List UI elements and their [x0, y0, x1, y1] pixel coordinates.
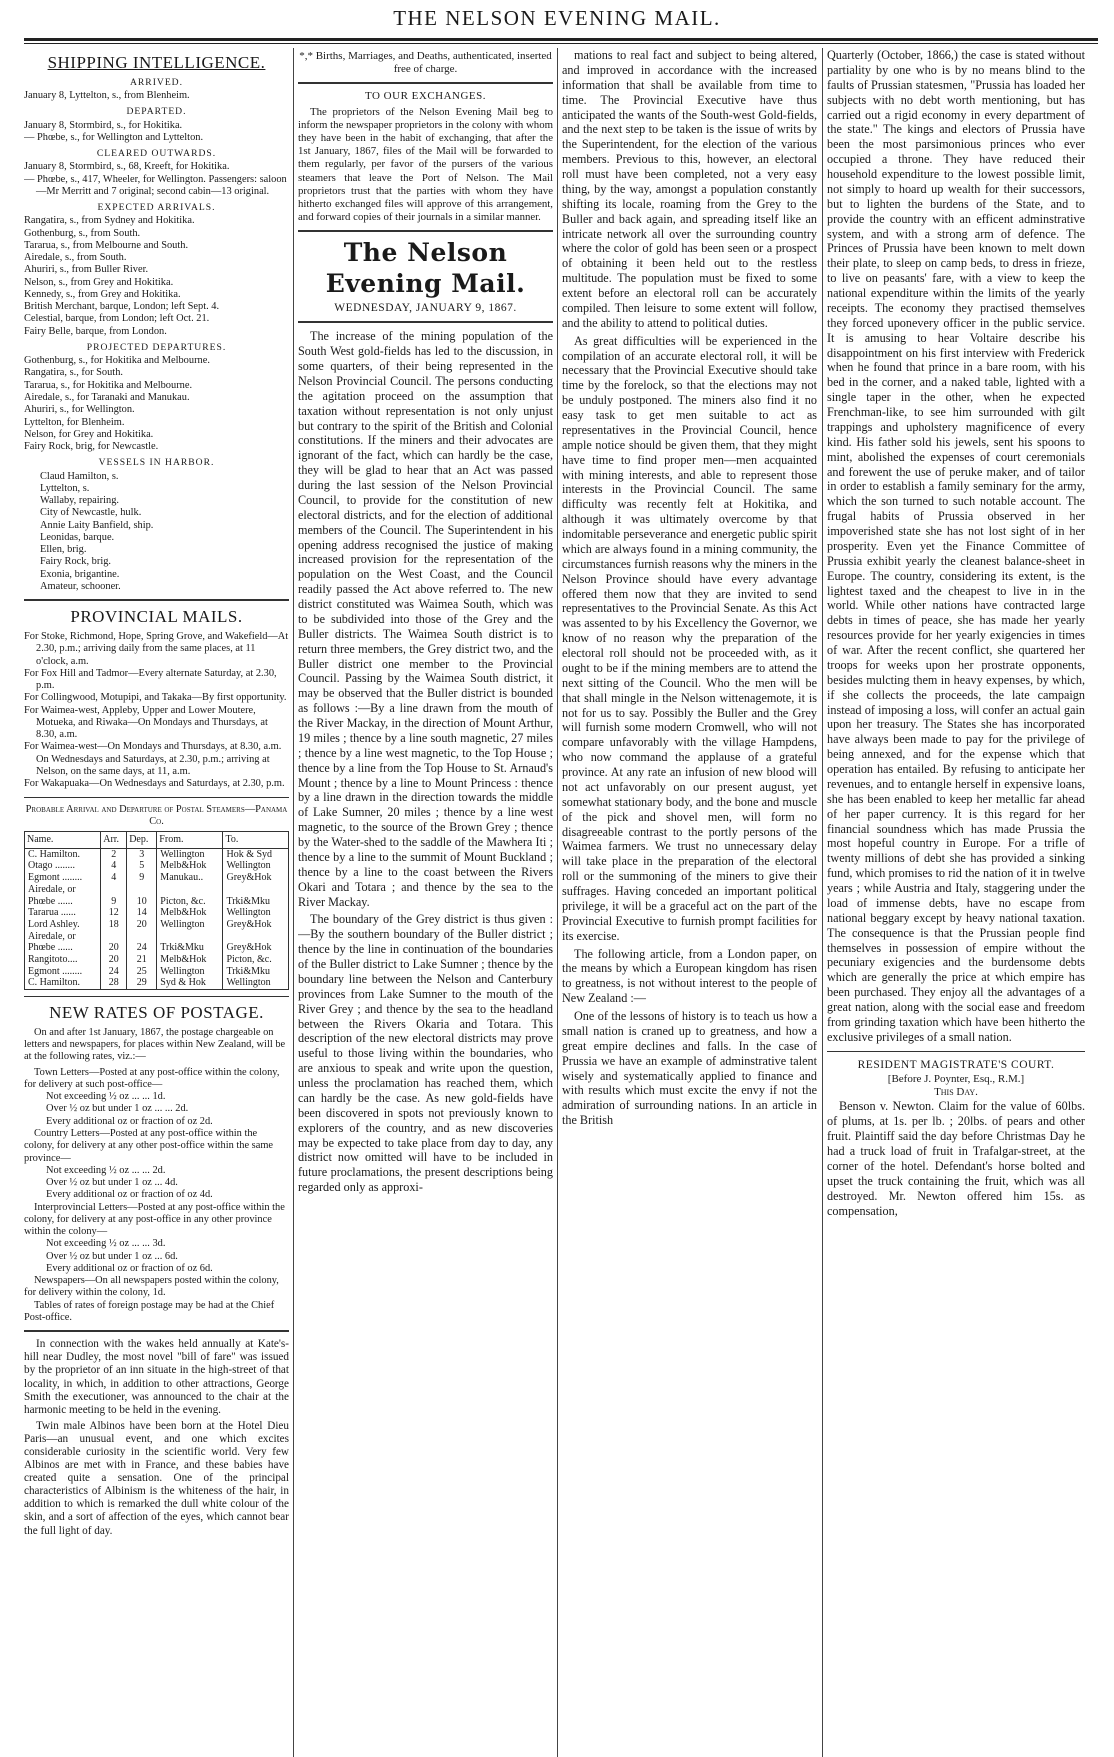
harbor-list	[24, 471, 289, 594]
projected-heading: PROJECTED DEPARTURES.	[86, 342, 227, 353]
table-cell: Phœbe ......	[25, 942, 101, 954]
shipping-entry: Nelson, for Grey and Hokitika.	[24, 428, 154, 440]
postage-line: Tables of rates of foreign postage may be had at the Chief Post-office.	[24, 1299, 275, 1323]
mail-entry: For Waimea-west, Appleby, Upper and Lower Moutere, Motueka, and Riwaka—On Mondays and Thursdays, at 8.30, a.m.	[24, 704, 268, 741]
mail-entry: For Fox Hill and Tadmor—Every alternate Saturday, at 2.30, p.m.	[24, 667, 277, 692]
mail-entry: For Collingwood, Motupipi, and Takaka—By first opportunity.	[24, 692, 287, 704]
leader-article-continued	[562, 48, 817, 1128]
table-header: Dep.	[127, 832, 157, 849]
vessel-entry: Leonidas, barque.	[40, 531, 115, 543]
table-cell: 10	[127, 896, 157, 908]
article-paragraph: The following article, from a London paper, on the means by which a European kingdom has risen to greatness, is not without interest to the people of New Zealand :—	[562, 946, 817, 1006]
table-cell: 28	[101, 977, 127, 989]
table-cell: Egmont ........	[25, 872, 101, 884]
mails-list	[24, 631, 289, 790]
table-cell: 9	[101, 896, 127, 908]
table-cell: Trki&Mku	[223, 966, 289, 978]
table-cell: Manukau..	[157, 872, 223, 884]
postage-line: Interprovincial Letters—Posted at any post-office within the colony, for delivery at any post-office in any other province within the colony—	[24, 1201, 285, 1238]
section-rule	[827, 1051, 1085, 1052]
table-row	[25, 966, 289, 978]
shipping-entry: Ahuriri, s., for Wellington.	[24, 404, 135, 416]
vessel-entry: Amateur, schooner.	[40, 580, 121, 592]
prussia-article	[827, 48, 1085, 1045]
table-cell: 4	[101, 860, 127, 872]
table-cell: Lord Ashley.	[25, 919, 101, 931]
table-row	[25, 942, 289, 954]
departed-heading: DEPARTED.	[126, 106, 187, 118]
table-cell: 4	[101, 872, 127, 884]
table-cell: 25	[127, 966, 157, 978]
shipping-entry: British Merchant, barque, London; left Sept. 4.	[24, 301, 220, 313]
table-cell: Egmont ........	[25, 966, 101, 978]
masthead-title: THE NELSON EVENING MAIL.	[393, 6, 721, 30]
shipping-entry: Kennedy, s., from Grey and Hokitika.	[24, 288, 181, 300]
table-cell: Wellington	[157, 966, 223, 978]
table-row	[25, 860, 289, 872]
table-cell	[157, 884, 223, 896]
table-cell: Wellington	[157, 848, 223, 860]
shipping-title: SHIPPING INTELLIGENCE.	[47, 53, 266, 72]
table-cell: Picton, &c.	[157, 896, 223, 908]
article-paragraph: mations to real fact and subject to being altered, and improved in accordance with the increased information that shall be available from time to time. The Provincial Executive have thus anticipated the wants of the South-west Gold-fields, and the next step to be taken is the issue of writs by the Superintendent, for the election of the various members. Previous to this, however, an electoral roll must have been completed, not a very easy thing, by the way, amongst a population constantly shifting its locale, roaming from the Grey to the Buller and back again, and spreading itself like an intricate network all over the surrounding country where the color of gold has been seen or a prospect of obtaining it been held out to the restless multitude. The population must be fixed to some extent before an electoral roll can be accurately compiled. Then leisure to some extent will follow, and the ability to attend to political duties.	[562, 48, 817, 330]
vessel-entry: Ellen, brig.	[40, 544, 87, 556]
table-cell: Otago ........	[25, 860, 101, 872]
leader-article	[298, 329, 553, 1195]
column-divider	[293, 48, 294, 1757]
postage-line: Not exceeding ½ oz ... ... 3d.	[46, 1238, 166, 1250]
table-cell	[101, 931, 127, 943]
shipping-entry: Airedale, s., from South.	[24, 252, 127, 264]
column-3	[562, 48, 817, 1757]
departed-list	[24, 120, 289, 145]
shipping-entry: — Phœbe, s., for Wellington and Lyttelton.	[24, 131, 204, 143]
table-row	[25, 872, 289, 884]
masthead-rule-thin	[24, 43, 1098, 44]
postage-line: Over ½ oz but under 1 oz ... 4d.	[46, 1177, 178, 1189]
table-cell: Wellington	[157, 919, 223, 931]
shipping-entry: Gothenburg, s., from South.	[24, 227, 141, 239]
shipping-entry: Rangatira, s., from Sydney and Hokitika.	[24, 215, 195, 227]
section-rule	[298, 230, 553, 232]
postage-line: Town Letters—Posted at any post-office within the colony, for delivery at such post-office—	[24, 1066, 280, 1090]
paper-date: WEDNESDAY, JANUARY 9, 1867.	[334, 302, 517, 315]
shipping-entry: Fairy Rock, brig, for Newcastle.	[24, 441, 159, 453]
cleared-heading: CLEARED OUTWARDS.	[96, 148, 217, 160]
table-row	[25, 907, 289, 919]
shipping-entry: Fairy Belle, barque, from London.	[24, 325, 167, 337]
table-header: Name.	[25, 832, 101, 849]
exchanges-body: The proprietors of the Nelson Evening Mail beg to inform the newspaper proprietors in the colony with whom they have been in the habit of exchanging, that after the 1st January, 1867, files of the Mail will be forwarded to them regularly, per favor of the pursers of the various steamers that leave the Port of Nelson. The Mail proprietors trust that the parties with whom they have hitherto exchanged files will approve of this arrangement, and forward copies of their journals in a similar manner.	[298, 105, 553, 224]
shipping-entry: Gothenburg, s., for Hokitika and Melbourne.	[24, 355, 210, 367]
table-cell: 24	[127, 942, 157, 954]
table-cell: Airedale, or	[25, 931, 101, 943]
section-rule	[24, 599, 289, 601]
column-1	[24, 48, 289, 1757]
table-cell: Trki&Mku	[157, 942, 223, 954]
column-divider	[557, 48, 558, 1757]
shipping-entry: Rangatira, s., for South.	[24, 367, 123, 379]
postage-line: Over ½ oz but under 1 oz ... 6d.	[46, 1250, 178, 1262]
table-row	[25, 931, 289, 943]
section-rule	[24, 797, 289, 798]
table-header: From.	[157, 832, 223, 849]
vessel-entry: Lyttelton, s.	[40, 482, 90, 494]
postage-line: Country Letters—Posted at any post-office within the colony, for delivery at any other post-office within the same province—	[24, 1128, 274, 1164]
table-cell: 18	[101, 919, 127, 931]
table-cell: 24	[101, 966, 127, 978]
table-cell: 14	[127, 907, 157, 919]
table-cell: 21	[127, 954, 157, 966]
paper-title: The Nelson Evening Mail.	[325, 238, 526, 298]
misc-paragraphs	[24, 1338, 289, 1537]
shipping-entry: January 8, Stormbird, s., 68, Kreeft, for Hokitika.	[24, 161, 230, 173]
table-cell: C. Hamilton.	[25, 848, 101, 860]
article-paragraph: As great difficulties will be experienced in the compilation of an accurate electoral roll, it will be necessary that the Provincial Executive should take time by the forelock, so that the elections may not be unduly postponed. The miners also find it no easy task to get men suitable to act as representatives in the Provincial Council, hence ample notice should be given them, that they might have time to find proper men—men acquainted with mining interests, and able to represent those interests in the Provincial Council. The same difficulty was recently felt at Hokitika, and although it was ultimately overcome by that indomitable perseverance and energetic public spirit which are always found in a mining community, the circumstances furnish reasons why the miners in the Nelson Province should have every advantage offered them now that they are invited to send representatives to the Provincial Senate. As this Act was assented to by his Excellency the Governor, we know of no reason why the preparation of the electoral roll should not be proceeded with, as it ought to be if the mining members are to attend the next sitting of the Council. Who the men will be that shall mingle in the Nelson wittenagemote, it is not for us to say. Possibly the Buller and the Grey will furnish some modern Cromwell, who will not compare unfavorably with the village Hampdens, who now command the applause of a grateful province. At any rate an infusion of new blood will not act unfavorably on our present august, yet somewhat stationary body, and the bone and muscle of the pick and shovel men, will form no disagreeable contrast to the portly persons of the Waimea farmers. We trust no unnecessary delay will take place in the preparation of the electoral roll or the summoning of the miners to give their suffrages. Having conceded an important political privilege, it will be a graceful act on the part of the Provincial Executive to furnish prompt facilities for its exercise.	[562, 333, 817, 943]
table-cell: Wellington	[223, 860, 289, 872]
postage-line: Over ½ oz but under 1 oz ... ... 2d.	[46, 1103, 189, 1115]
table-cell: Airedale, or	[25, 884, 101, 896]
table-cell: C. Hamilton.	[25, 977, 101, 989]
vessel-entry: Claud Hamilton, s.	[40, 470, 119, 482]
section-rule	[24, 996, 289, 997]
court-title: RESIDENT MAGISTRATE'S COURT.	[857, 1058, 1055, 1071]
table-cell: Phœbe ......	[25, 896, 101, 908]
article-paragraph: The boundary of the Grey district is thus given :—By the southern boundary of the Buller district ; thence by the line in continuation of the boundaries of the Buller district to Lake Sumner ; thence by the boundary line between the Nelson and Canterbury provinces from Lake Sumner to the mouth of the River Grey ; and thence by the sea to the headland between the Rivers Okaria and Totara. This description of the new electoral districts may prove useful to those living within the boundaries, who are anxious to speak and write upon the question, unless the proclamation has reached them, which can hardly be the case. As new gold-fields have been discovered in spots not previously known to explorers of the country, and as new discoveries may be expected to take place from day to day, any district now omitted will have to be included in future proclamations, the present descriptions being regarded only as approxi-	[298, 912, 553, 1195]
table-cell: 3	[127, 848, 157, 860]
shipping-entry: Tararua, s., from Melbourne and South.	[24, 239, 189, 251]
table-cell: Trki&Mku	[223, 896, 289, 908]
table-cell: Syd & Hok	[157, 977, 223, 989]
court-subtitle: [Before J. Poynter, Esq., R.M.]	[887, 1072, 1025, 1085]
mail-entry: For Stoke, Richmond, Hope, Spring Grove, and Wakefield—At 2.30, p.m.; arriving daily from the same places, at 11 o'clock, a.m.	[24, 631, 289, 667]
section-rule	[24, 1330, 289, 1332]
postage-line: Every additional oz or fraction of oz 6d.	[46, 1262, 213, 1274]
column-4	[827, 48, 1085, 1757]
harbor-heading: VESSELS IN HARBOR.	[98, 457, 215, 469]
exchanges-title: TO OUR EXCHANGES.	[364, 90, 487, 103]
table-row	[25, 977, 289, 989]
shipping-entry: Lyttelton, for Blenheim.	[24, 416, 125, 428]
masthead-rule	[24, 38, 1098, 41]
postage-rates	[24, 1067, 289, 1325]
article-paragraph: The increase of the mining population of the South West gold-fields has led to the discussion, in some quarters, of their being represented in the Nelson Provincial Council. The persons conducting the agitation proceed on the assumption that taxation without representation is not only unjust but contrary to the spirit of the British and Colonial constitutions. If the miners and their advocates are ignorant of the fact, which can hardly be the case, they will be glad to hear that an Act was passed during the last session of the Nelson Provincial Council, to provide for the constitution of new electoral districts, and for the election of additional members of the Council. The Superintendent in his opening address recognised the justice of making increased provision for the representation of the population on the West Coast, and the Council readily passed the Act above referred to. The new district constituted was Waimea South, which was to be subdivided into those of the Grey and the Buller districts. The Waimea South district is to return three members, the Grey district two, and the Buller district one member to the Provincial Council. Passing by the Waimea South district, it may be observed that the Buller district is bounded as follows :—By a line drawn from the mouth of the River Mackay, in the direction of Mount Arthur, 19 miles ; thence by a line south magnetic, 27 miles ; thence by a line west magnetic, to the Top House ; thence by a line from the Top House to St. Arnaud's Mount ; thence by a line to Mount Princess : thence by a line drawn in the direction towards the middle of Lake Sumner, 20 miles ; thence by a line west magnetic, to the source of the Brown Grey ; thence by the Water-shed to the saddle of the Mawhera Iti ; thence by a line to the summit of Mount Buckland ; thence by a line to the coast between the Rivers Okari and Totara ; and thence by the sea to the River Mackay.	[298, 329, 553, 909]
court-report: Benson v. Newton. Claim for the value of 60lbs. of plums, at 1s. per lb. ; 20lbs. of pears and other fruit. Plaintiff said the day before Christmas Day he had a truck load of fruit in Trafalgar-street, at the corner of the hotel. Defendant's horse bolted and upset the truck containing the fruit, which was all destroyed. Mr. Newton offered him 15s. as compensation,	[827, 1099, 1085, 1218]
table-cell: 12	[101, 907, 127, 919]
postage-line: Every additional oz or fraction of oz 4d.	[46, 1189, 213, 1201]
mails-title: PROVINCIAL MAILS.	[70, 607, 243, 627]
table-cell: Rangitoto....	[25, 954, 101, 966]
postage-line: Every additional oz or fraction of oz 2d.	[46, 1115, 213, 1127]
vessel-entry: Annie Laity Banfield, ship.	[40, 519, 154, 531]
table-cell: Picton, &c.	[223, 954, 289, 966]
shipping-entry: January 8, Stormbird, s., for Hokitika.	[24, 119, 183, 131]
column-2	[298, 48, 553, 1757]
misc-paragraph: Twin male Albinos have been born at the Hotel Dieu Paris—an unusual event, and one which excites considerable curiosity in the scientific world. Very few Albinos are met with in France, and these babies have created quite a sensation. One of the principal characteristics of Albinism is the whiteness of the hair, in addition to which is remarked the dull white colour of the skin, and a sort of affection of the eyes, which cannot bear the full light of day.	[24, 1419, 289, 1537]
projected-list	[24, 355, 289, 453]
table-cell: 9	[127, 872, 157, 884]
table-cell	[223, 884, 289, 896]
shipping-entry: — Phœbe, s., 417, Wheeler, for Wellington. Passengers: saloon—Mr Merritt and 7 original; second cabin—13 original.	[24, 173, 287, 197]
table-cell	[157, 931, 223, 943]
postage-title: NEW RATES OF POSTAGE.	[49, 1003, 264, 1023]
vessel-entry: Exonia, brigantine.	[40, 568, 120, 580]
expected-heading: EXPECTED ARRIVALS.	[97, 202, 216, 214]
steamers-table	[24, 831, 289, 990]
table-header: Arr.	[101, 832, 127, 849]
shipping-entry: Celestial, barque, from London; left Oct. 21.	[24, 313, 210, 325]
shipping-entry: Nelson, s., from Grey and Hokitika.	[24, 276, 174, 288]
table-cell: Hok & Syd	[223, 848, 289, 860]
shipping-entry: Ahuriri, s., from Buller River.	[24, 264, 149, 276]
court-day: This Day.	[934, 1086, 978, 1099]
table-header: To.	[223, 832, 289, 849]
cleared-list	[24, 161, 289, 198]
table-cell: Grey&Hok	[223, 872, 289, 884]
column-divider	[822, 48, 823, 1757]
arrived-list	[24, 90, 289, 102]
vessel-entry: Wallaby, repairing.	[40, 495, 119, 507]
expected-list	[24, 215, 289, 338]
table-cell: Wellington	[223, 977, 289, 989]
shipping-entry: Airedale, s., for Taranaki and Manukau.	[24, 392, 190, 404]
table-cell: 20	[101, 954, 127, 966]
table-cell: Grey&Hok	[223, 942, 289, 954]
table-cell: Wellington	[223, 907, 289, 919]
postage-line: Not exceeding ½ oz ... ... 2d.	[46, 1164, 166, 1176]
article-paragraph: One of the lessons of history is to teach us how a small nation is craned up to greatness, and how a great empire declines and falls. In the case of Prussia we have an example of adminstrative talent wisely and systematically applied to finance and with results which must excite the envy if not the admiration of surrounding nations. In an article in the British	[562, 1009, 817, 1128]
table-cell: 20	[101, 942, 127, 954]
table-cell	[127, 931, 157, 943]
postage-line: Newspapers—On all newspapers posted within the colony, for delivery within the colony, 1d.	[24, 1275, 279, 1299]
mail-entry: For Waimea-west—On Mondays and Thursdays, at 8.30, a.m. On Wednesdays and Saturdays, at 2.30, p.m.; arriving at Nelson, on the same days, at 11, a.m.	[24, 741, 282, 778]
table-cell: 20	[127, 919, 157, 931]
mail-entry: For Wakapuaka—On Wednesdays and Saturdays, at 2.30, p.m.	[24, 778, 285, 790]
table-cell: Grey&Hok	[223, 919, 289, 931]
table-cell	[101, 884, 127, 896]
misc-paragraph: In connection with the wakes held annually at Kate's-hill near Dudley, the most novel "bill of fare" was issued by the proprietor of an inn situate in the high-street of that locality, in which, in addition to other attractions, George Smith the executioner, was announced to the chair at the harmonic meeting to be held in the evening.	[24, 1338, 289, 1416]
table-cell	[223, 931, 289, 943]
table-row	[25, 919, 289, 931]
steamers-title: Probable Arrival and Departure of Postal Steamers—Panama Co.	[25, 803, 288, 827]
table-cell: 2	[101, 848, 127, 860]
table-cell	[127, 884, 157, 896]
arrived-heading: ARRIVED.	[129, 76, 184, 88]
table-row	[25, 848, 289, 860]
shipping-entry: Tararua, s., for Hokitika and Melbourne.	[24, 379, 193, 391]
postage-line: Not exceeding ½ oz ... ... 1d.	[46, 1091, 166, 1103]
section-rule	[298, 82, 553, 84]
section-rule	[298, 321, 553, 323]
article-paragraph: Quarterly (October, 1866,) the case is stated without partiality by one who is by no means blind to the faults of Prussian statesmen, "Prussia has loaded her subjects with no debt worth mentioning, but has carried out a rigid economy in every department of the state." The kings and electors of Prussia have been the most parsimonious princes who ever occupied a throne. They have reduced their household expenditure to the lowest possible limit, not simply to hoard up wealth for their successors, but to lighten the burdens of the State, and to provide the country with an efficent adminstrative system, and with a strong arm of defence. The Princes of Prussia have been known to melt down their plate, to sleep on camp beds, to dress in frieze, to live on peasants' fare, with a view to keep the national expenditure within the limits of the yearly receipts. The economy they practised themselves they forced uponevery officer in the public service. It is amusing to hear Voltaire describe his disappointment on his first interview with Frederick when he found that prince in a bare room, with his bed in the corner, and a naked table, lighted with a single taper in the other, when he expected Frenchman-like, to see him surrounded with gilt trappings and upholstery magnificence of every kind. His father sold his jewels, sent his spoons to mint, abolished the expenses of court ceremonials and forewent the use of peruke maker, and of tailor in order to establish a family seminary for the army, which the son turned to such notable account. The frugal habits of Prussia observed in her impoverished state she has not lost sight of in her prosperity. Even yet the Finance Committee of Prussia exhibit yearly the cleanest balance-sheet in Europe. The country, considering its extent, is the lightest taxed and the cheapest to live in in the world. While other nations have contracted large debts in times of peace, she has made her yearly resources provide for her yearly exigencies in times of war. After the recent conflict, she quartered her troops for weeks upon her prostrate opponents, besides mulcting them in heavy expenses, by which, if she collects the proceeds, the late campaign instead of imposing a loss, will confer an actual gain upon her treasury. The States she has incorporated have always been made to pay for the privilege of being annexed, and for the expense which that operation has entailed. By refusing to anticipate her revenues, and to entangle herself in expensive loans, she has been enabled to keep her metallic far ahead of her paper currency. It is this regard for her financial soundness which has made Prussia the most hopeful country in Europe. For a trifle of twenty millions of debt she has provided a sinking fund, which promises to rid the nation of it in twelve years ; while Austria and Italy, staggering under the load of immense debts, have no escape from national beggary except by heavy national taxation. The consequence is that the Prussian people find themselves in possession of empire without the pecuniary exigencies and the burdensome debts which are generally the price at which empire has been purchased. They enjoy all the advantages of a great nation, along with the social ease and freedom from grinding taxation which have been hitherto the exclusive privileges of a small nation.	[827, 48, 1085, 1044]
postage-intro: On and after 1st January, 1867, the postage chargeable on letters and newspapers, for places within New Zealand, will be at the following rates, viz.:—	[24, 1026, 286, 1063]
table-row	[25, 884, 289, 896]
table-row	[25, 954, 289, 966]
vessel-entry: City of Newcastle, hulk.	[40, 507, 142, 519]
table-row	[25, 896, 289, 908]
vessel-entry: Fairy Rock, brig.	[40, 556, 111, 568]
table-cell: Melb&Hok	[157, 907, 223, 919]
table-cell: Tararua ......	[25, 907, 101, 919]
table-cell: Melb&Hok	[157, 954, 223, 966]
table-cell: 29	[127, 977, 157, 989]
table-cell: 5	[127, 860, 157, 872]
shipping-entry: January 8, Lyttelton, s., from Blenheim.	[24, 90, 190, 102]
table-cell: Melb&Hok	[157, 860, 223, 872]
births-notice: *,* Births, Marriages, and Deaths, authenticated, inserted free of charge.	[299, 50, 552, 76]
